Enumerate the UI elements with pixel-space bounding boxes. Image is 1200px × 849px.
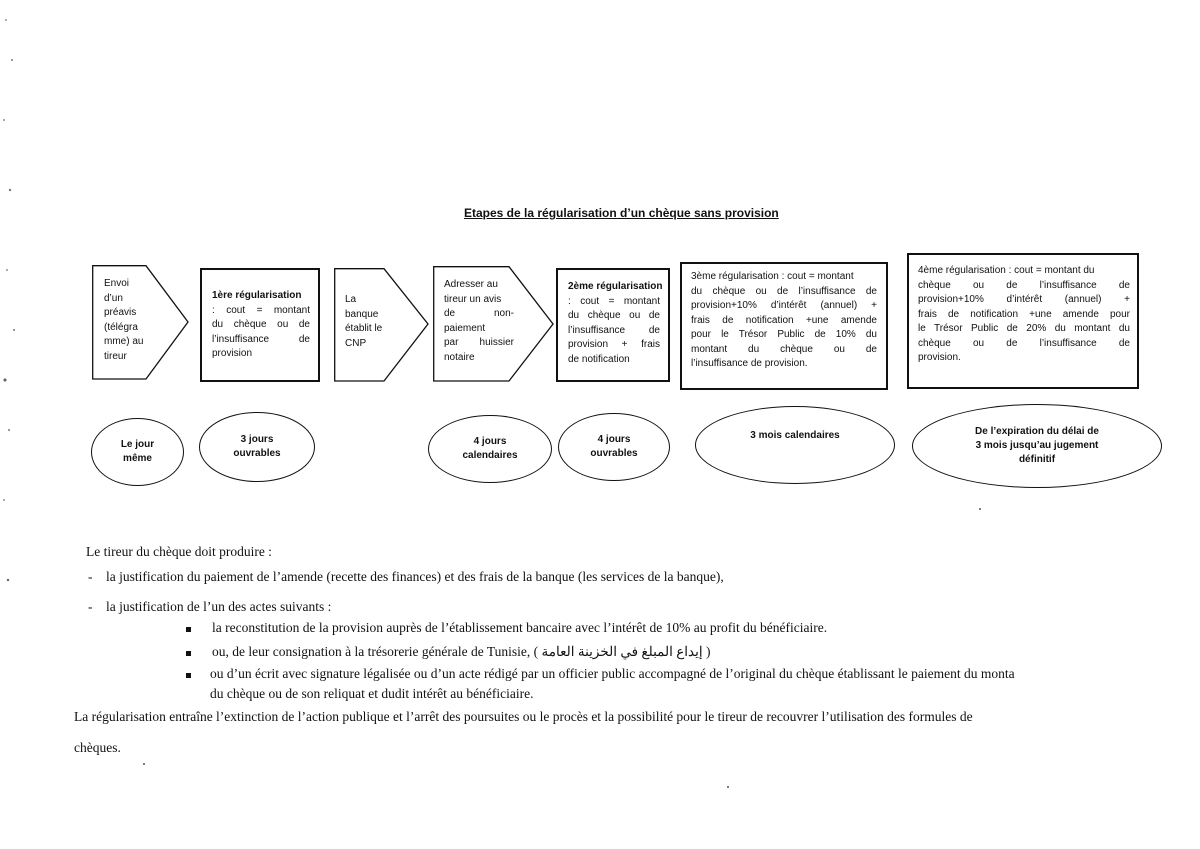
step-cnp-line: établit le xyxy=(345,323,383,334)
delay-oval-4-jours-calendaires xyxy=(428,415,552,483)
page-title: Etapes de la régularisation d’un chèque sans provision xyxy=(464,206,779,220)
delay-text: ouvrables xyxy=(233,448,281,459)
scan-edge-noise xyxy=(0,0,22,640)
step-preavis-line: (télégra xyxy=(104,321,138,333)
delay-oval-3-mois-calendaires xyxy=(695,406,895,484)
delay-text: 4 jours xyxy=(473,436,507,447)
step-regularisation-1-line: l’insuffisance de xyxy=(212,333,310,345)
delay-text: Le jour xyxy=(120,439,155,450)
step-preavis-line: tireur xyxy=(104,350,127,362)
step-regularisation-4 xyxy=(907,253,1139,389)
delay-text: 4 jours xyxy=(597,434,631,445)
scan-speck xyxy=(143,763,145,765)
step-regularisation-1-line: provision xyxy=(212,348,253,359)
step-regularisation-2-line: de notification xyxy=(568,353,630,365)
bullet-marker xyxy=(186,651,191,656)
scan-speck xyxy=(979,508,981,510)
step-preavis-line: d’un xyxy=(104,292,123,304)
step-regularisation-2-line: du chèque ou de xyxy=(568,310,660,321)
delay-oval-4-jours-ouvrables xyxy=(558,413,670,481)
intro-text: Le tireur du chèque doit produire : xyxy=(86,544,272,559)
step-regularisation-1-line: du chèque ou de xyxy=(212,319,310,330)
step-regularisation-1-heading: 1ère régularisation xyxy=(212,290,302,301)
delay-text: 3 jours xyxy=(240,434,274,445)
step-avis-line: de non- xyxy=(444,308,514,319)
step-regularisation-3-line: pour le Trésor Public de 10% du xyxy=(691,329,877,340)
delay-text: ouvrables xyxy=(590,448,638,459)
step-cnp-line: CNP xyxy=(345,337,367,349)
step-regularisation-1-line: : cout = montant xyxy=(212,304,310,316)
step-regularisation-3-line: 3ème régularisation : cout = montant xyxy=(691,271,854,282)
scan-speck xyxy=(727,786,729,788)
step-regularisation-3-line: l’insuffisance de provision. xyxy=(691,358,808,369)
delay-text: calendaires xyxy=(462,450,518,461)
step-avis-line: Adresser au xyxy=(444,279,498,290)
delay-text: 3 mois jusqu’au jugement xyxy=(975,440,1099,451)
step-regularisation-3-line: frais de notification +une amende xyxy=(691,314,877,326)
step-regularisation-3-line: montant du chèque ou de xyxy=(691,343,877,355)
sub-item: ou d’un écrit avec signature légalisée ou d’un acte rédigé par un officier public accompagné de l’original du chèque établissant le paiement du monta xyxy=(210,666,1015,681)
delay-text: 3 mois calendaires xyxy=(750,430,840,441)
step-regularisation-4-line: le Trésor Public de 20% du montant du xyxy=(918,323,1130,334)
sub-item: la reconstitution de la provision auprès de l’établissement bancaire avec l’intérêt de 10% au profit du bénéficiaire. xyxy=(212,620,828,635)
step-avis-line: paiement xyxy=(444,322,486,334)
bullet-marker xyxy=(186,627,191,632)
step-regularisation-2-line: provision + frais xyxy=(568,339,660,350)
step-regularisation-4-line: frais de notification +une amende pour xyxy=(918,308,1130,320)
delay-text: même xyxy=(123,453,152,464)
conclusion-text: chèques. xyxy=(74,740,121,755)
dash-marker: - xyxy=(88,599,93,614)
step-preavis-line: préavis xyxy=(104,307,137,318)
step-preavis xyxy=(92,265,190,380)
bullet-marker xyxy=(186,673,191,678)
delay-oval-le-jour-meme xyxy=(91,418,184,486)
step-cnp-line: La xyxy=(345,294,357,305)
step-regularisation-4-line: provision. xyxy=(918,352,961,363)
step-regularisation-4-line: chèque ou de l’insuffisance de xyxy=(918,279,1130,291)
conclusion-text: La régularisation entraîne l’extinction de l’action publique et l’arrêt des poursuites ou le procès et la possibilité pour le tireur de recouvrer l’utilisation des formules de xyxy=(74,709,973,724)
delay-oval-3-jours-ouvrables xyxy=(199,412,315,482)
dash-item: la justification de l’un des actes suivants : xyxy=(106,599,332,614)
dash-item: la justification du paiement de l’amende (recette des finances) et des frais de la banque (les services de la banque), xyxy=(106,569,724,584)
step-regularisation-2-line: l’insuffisance de xyxy=(568,324,660,336)
step-cnp xyxy=(334,268,430,382)
sub-item: ou, de leur consignation à la trésorerie générale de Tunisie, ( إيداع المبلغ في الخزينة العامة ) xyxy=(212,644,711,659)
step-regularisation-4-line: chèque ou de l’insuffisance de xyxy=(918,337,1130,349)
step-regularisation-3-line: du chèque ou de l’insuffisance de xyxy=(691,285,877,297)
delay-text: De l’expiration du délai de xyxy=(975,426,1099,437)
step-regularisation-2-line: : cout = montant xyxy=(568,295,660,307)
step-avis-non-paiement xyxy=(433,266,555,382)
delay-text: définitif xyxy=(1018,454,1056,465)
step-avis-line: tireur un avis xyxy=(444,293,502,305)
step-preavis-line: Envoi xyxy=(104,278,130,289)
step-regularisation-2 xyxy=(556,268,670,382)
delay-oval-expiration-delai xyxy=(912,404,1162,488)
dash-marker: - xyxy=(88,569,93,584)
step-cnp-line: banque xyxy=(345,308,379,320)
step-regularisation-3 xyxy=(680,262,888,390)
step-avis-line: notaire xyxy=(444,351,475,363)
step-regularisation-3-line: provision+10% d’intérêt (annuel) + xyxy=(691,300,877,311)
step-regularisation-4-line: 4ème régularisation : cout = montant du xyxy=(918,265,1095,276)
step-regularisation-2-heading: 2ème régularisation xyxy=(568,281,663,292)
step-avis-line: par huissier xyxy=(444,337,514,348)
step-regularisation-4-line: provision+10% d’intérêt (annuel) + xyxy=(918,294,1130,305)
step-preavis-line: mme) au xyxy=(104,336,144,347)
step-regularisation-1 xyxy=(200,268,320,382)
sub-item-continuation: du chèque ou de son reliquat et dudit intérêt au bénéficiaire. xyxy=(210,686,534,701)
